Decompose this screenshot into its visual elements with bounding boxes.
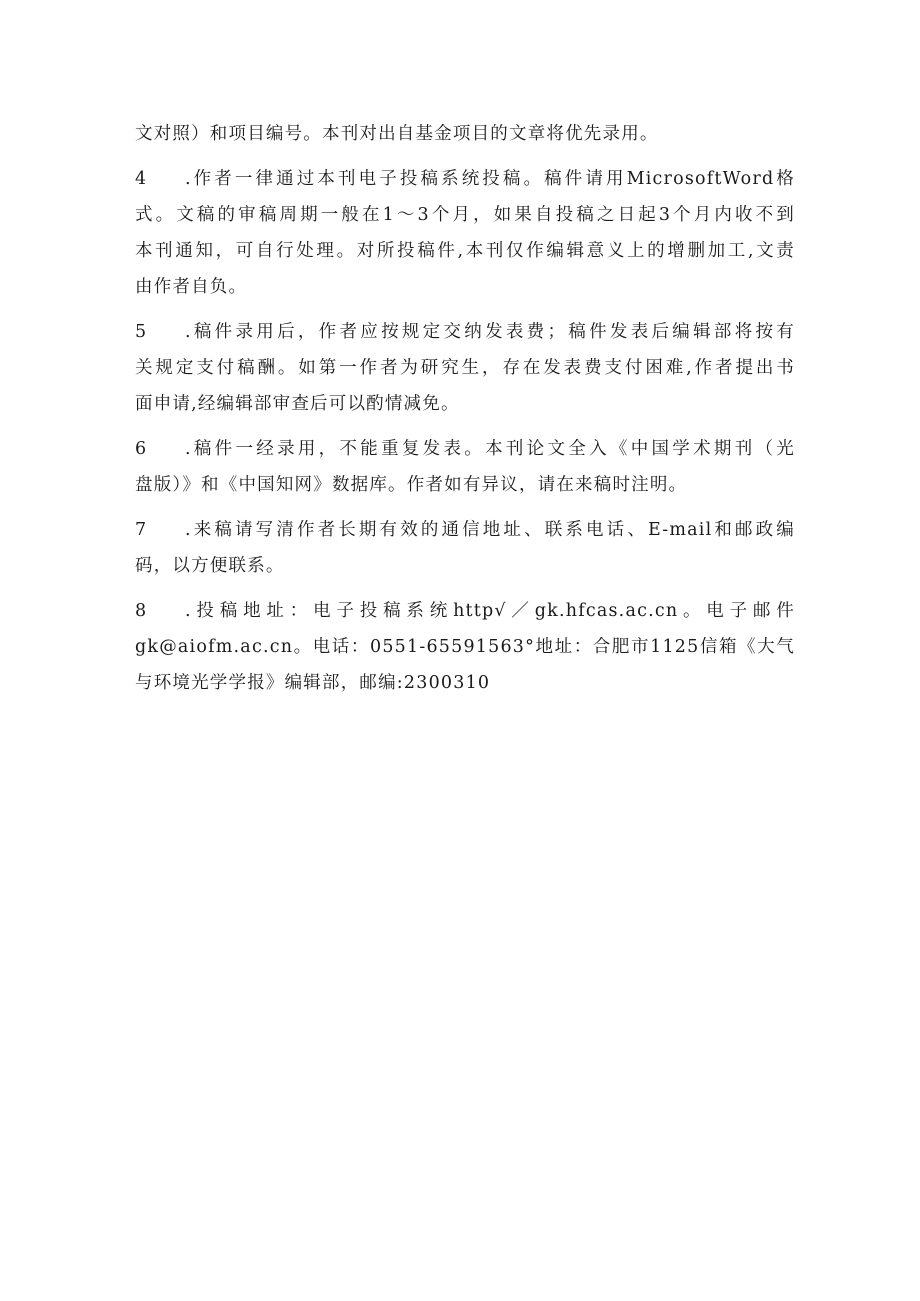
paragraph-item-8 (135, 593, 795, 701)
paragraph-line-text: .稿件录用后，作者应按规定交纳发表费；稿件发表后编辑部将按有 (185, 322, 795, 342)
paragraph-line: 式。文稿的审稿周期一般在1～3个月，如果自投稿之日起3个月内收不到 (135, 205, 795, 225)
paragraph-line: gk@aiofm.ac.cn。电话：0551-65591563°地址：合肥市1125信箱《大气 (135, 637, 795, 657)
paragraph-continuation (135, 116, 795, 152)
paragraph-item-6 (135, 431, 795, 503)
paragraph-line: 面申请,经编辑部审查后可以酌情减免。 (135, 394, 460, 414)
paragraph-item-7 (135, 512, 795, 584)
paragraph-line (135, 512, 795, 548)
paragraph-line: 本刊通知，可自行处理。对所投稿件,本刊仅作编辑意义上的增删加工,文责 (135, 241, 795, 261)
paragraph-line-text: .稿件一经录用，不能重复发表。本刊论文全入《中国学术期刊（光 (185, 439, 795, 459)
paragraph-line: 与环境光学学报》编辑部，邮编:2300310 (135, 673, 491, 693)
paragraph-line: 码，以方便联系。 (135, 556, 285, 576)
paragraph-line-text: .投稿地址：电子投稿系统http√／gk.hfcas.ac.cn。电子邮件 (185, 601, 795, 621)
paragraph-line-text: .来稿请写清作者长期有效的通信地址、联系电话、E-mail和邮政编 (185, 520, 795, 540)
paragraph-line: 盘版）》和《中国知网》数据库。作者如有异议，请在来稿时注明。 (135, 475, 688, 495)
paragraph-item-5 (135, 314, 795, 422)
paragraph-line (135, 431, 795, 467)
paragraph-line (135, 314, 795, 350)
item-number: 8 (135, 601, 148, 621)
paragraph-line (135, 593, 795, 629)
paragraph-line: 关规定支付稿酬。如第一作者为研究生，存在发表费支付困难,作者提出书 (135, 358, 795, 378)
paragraph-line: 文对照）和项目编号。本刊对出自基金项目的文章将优先录用。 (135, 124, 659, 144)
item-number: 7 (135, 520, 148, 540)
item-number: 4 (135, 169, 148, 189)
item-number: 6 (135, 439, 148, 459)
paragraph-line: 由作者自负。 (135, 277, 248, 297)
paragraph-item-4 (135, 161, 795, 305)
item-number: 5 (135, 322, 148, 342)
paragraph-line-text: .作者一律通过本刊电子投稿系统投稿。稿件请用MicrosoftWord格 (185, 169, 795, 189)
paragraph-line (135, 161, 795, 197)
document-body (135, 116, 795, 701)
